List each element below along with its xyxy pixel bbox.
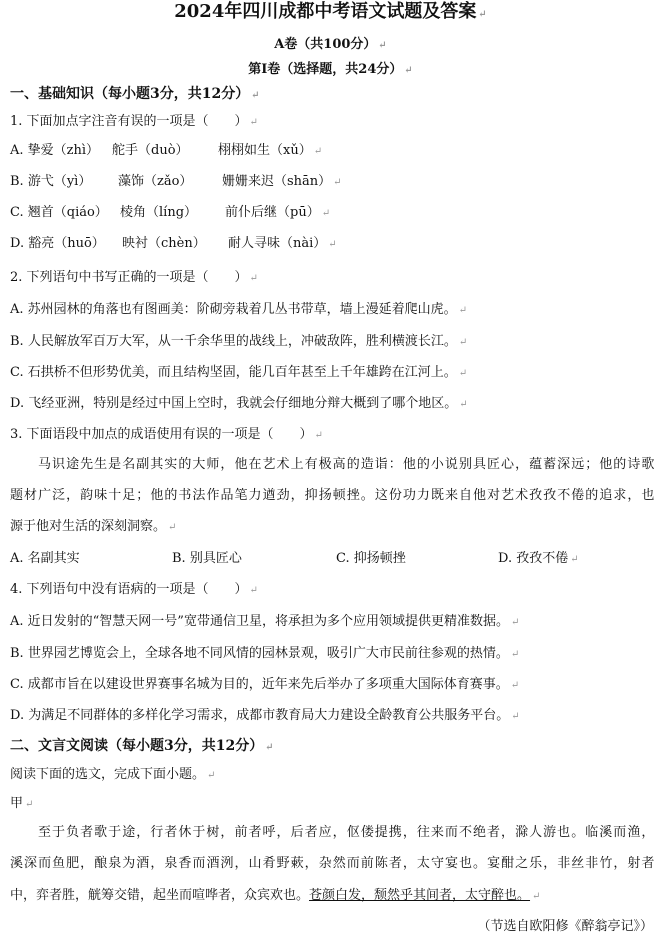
char: 材	[24, 488, 38, 503]
char: 杂	[318, 856, 332, 871]
q4-option-c: C. 成都市旨在以建设世界赛事名城为目的，近年来先后举办了多项重大国际体育赛事。 ↵	[10, 677, 520, 692]
char: 的	[178, 457, 192, 472]
char: ，	[402, 825, 416, 840]
char: 术	[515, 488, 529, 503]
char: 劲	[276, 488, 290, 503]
passage-label-jia: 甲 ↵	[10, 796, 34, 811]
char: ，	[220, 825, 234, 840]
q1-stem: 1. 下面加点字注音有误的一项是（ ） ↵	[10, 114, 258, 129]
char: 深	[557, 457, 571, 472]
char: 。	[473, 856, 487, 871]
char: 途	[66, 457, 80, 472]
char: 守	[430, 856, 444, 871]
char: 负	[66, 825, 80, 840]
char: 味	[94, 488, 108, 503]
char: 者	[388, 856, 402, 871]
char: 乐	[529, 856, 543, 871]
char: 酿	[94, 856, 108, 871]
q3-options: A. 名副其实 B. 别具匠心 C. 抑扬顿挫 D. 孜孜不倦 ↵	[10, 551, 579, 566]
char: 前	[360, 856, 374, 871]
section-2-heading: 二、文言文阅读（每小题3分，共12分） ↵	[10, 738, 274, 754]
char: 洌	[220, 856, 234, 871]
char: 其	[150, 457, 164, 472]
char: 之	[515, 856, 529, 871]
char: 者	[80, 825, 94, 840]
char: 生	[94, 457, 108, 472]
char: 山	[248, 856, 262, 871]
char: 休	[178, 825, 192, 840]
char: ：	[388, 457, 402, 472]
char: 马	[38, 457, 52, 472]
char: 游	[543, 825, 557, 840]
q3-paragraph-line-3: 源于他对生活的深刻洞察。 ↵	[10, 519, 177, 534]
char: ，	[80, 856, 94, 871]
char: 在	[248, 457, 262, 472]
char: 韵	[80, 488, 94, 503]
char: 者	[641, 856, 655, 871]
char: 者	[304, 825, 318, 840]
char: 肥	[66, 856, 80, 871]
char: 太	[416, 856, 430, 871]
q2-option-c: C. 石拱桥不但形势优美，而且结构坚固，能几百年甚至上千年雄跨在江河上。 ↵	[10, 365, 468, 380]
char: 行	[150, 825, 164, 840]
char: 歌	[641, 457, 655, 472]
q3-paragraph-line-2	[10, 488, 655, 504]
char: 者	[164, 825, 178, 840]
char: 十	[108, 488, 122, 503]
char: 。	[571, 825, 585, 840]
q4-option-b: B. 世界园艺博览会上，全球各地不同风情的园林景观，吸引广大市民前往参观的热情。 ↵	[10, 646, 520, 661]
char: 是	[108, 457, 122, 472]
char: 渔	[627, 825, 641, 840]
char: 的	[585, 488, 599, 503]
char: 匠	[487, 457, 501, 472]
char: 偻	[360, 825, 374, 840]
char: 识	[52, 457, 66, 472]
char: 遒	[262, 488, 276, 503]
q3-stem: 3. 下面语段中加点的成语使用有误的一项是（ ） ↵	[10, 427, 323, 442]
char: 艺	[262, 457, 276, 472]
passage-line-1	[10, 825, 655, 841]
char: 野	[276, 856, 290, 871]
char: 泉	[108, 856, 122, 871]
char: 酒	[136, 856, 150, 871]
char: 心	[501, 457, 515, 472]
char: ，	[515, 457, 529, 472]
char: 为	[122, 856, 136, 871]
char: 力	[416, 488, 430, 503]
char: 既	[430, 488, 444, 503]
char: 作	[206, 488, 220, 503]
char: 副	[136, 457, 150, 472]
char: 者	[248, 825, 262, 840]
char: 肴	[262, 856, 276, 871]
char: 他	[234, 457, 248, 472]
char: 这	[374, 488, 388, 503]
char: 于	[108, 825, 122, 840]
char: 呼	[262, 825, 276, 840]
char: 不	[557, 488, 571, 503]
char: 他	[473, 488, 487, 503]
char: 。	[360, 488, 374, 503]
char: 别	[458, 457, 472, 472]
char: 然	[332, 856, 346, 871]
char: 自	[459, 488, 473, 503]
char: ，	[276, 825, 290, 840]
q4-stem: 4. 下列语句中没有语病的一项是（ ） ↵	[10, 582, 258, 597]
char: 扬	[318, 488, 332, 503]
q2-stem: 2. 下列语句中书写正确的一项是（ ） ↵	[10, 270, 258, 285]
passage-line-2	[10, 856, 655, 872]
char: 广	[38, 488, 52, 503]
char: 也	[459, 856, 473, 871]
char: 的	[416, 457, 430, 472]
char: 术	[276, 457, 290, 472]
char: 人	[529, 825, 543, 840]
char: 也	[641, 488, 655, 503]
char: 的	[164, 488, 178, 503]
q3-paragraph-line-1	[10, 457, 655, 473]
char: 功	[402, 488, 416, 503]
char: 溪	[599, 825, 613, 840]
char: 师	[206, 457, 220, 472]
char: 品	[220, 488, 234, 503]
char: 足	[122, 488, 136, 503]
q2-option-d: D. 飞经亚洲，特别是经过中国上空时，我就会仔细地分辩大概到了哪个地区。 ↵	[10, 396, 468, 411]
passage-line-3: 中，弈者胜，觥筹交错，起坐而喧哗者，众宾欢也。苍颜白发，颓然乎其间者，太守醉也。 ↵	[10, 888, 541, 903]
char: 携	[388, 825, 402, 840]
char: 宴	[444, 856, 458, 871]
char: ，	[402, 856, 416, 871]
char: 小	[430, 457, 444, 472]
char: 途	[122, 825, 136, 840]
q1-option-c: C. 翘首（qiáo） 棱角（líng） 前仆后继（pū） ↵	[10, 205, 331, 220]
char: 前	[234, 825, 248, 840]
char: ，	[641, 825, 655, 840]
char: ，	[501, 825, 515, 840]
char: 蓄	[543, 457, 557, 472]
char: ，	[332, 825, 346, 840]
q1-option-b: B. 游弋（yì） 藻饰（zǎo） 姗姗来迟（shān） ↵	[10, 174, 342, 189]
char: 诣	[374, 457, 388, 472]
part-one-heading: 第I卷（选择题，共24分） ↵	[248, 62, 413, 77]
char: 鱼	[52, 856, 66, 871]
char: 而	[444, 825, 458, 840]
q2-option-b: B. 人民解放军百万大军，从一千余华里的战线上，冲破敌阵，胜利横渡长江。 ↵	[10, 334, 468, 349]
char: 来	[444, 488, 458, 503]
char: 倦	[571, 488, 585, 503]
char: ，	[220, 457, 234, 472]
char: 香	[178, 856, 192, 871]
char: 他	[402, 457, 416, 472]
underlined-sentence: 苍颜白发，颓然乎其间者，太守醉也。	[309, 888, 531, 903]
char: 诗	[627, 457, 641, 472]
q1-option-a: A. 挚爱（zhì） 舵手（duò） 栩栩如生（xǔ） ↵	[10, 143, 323, 158]
char: 树	[206, 825, 220, 840]
char: 往	[416, 825, 430, 840]
q2-option-a: A. 苏州园林的角落也有图画美：阶砌旁栽着几丛书带草，墙上漫延着爬山虎。 ↵	[10, 302, 468, 317]
char: 而	[346, 856, 360, 871]
char: 先	[80, 457, 94, 472]
char: 求	[613, 488, 627, 503]
q4-option-a: A. 近日发射的“智慧天网一号”宽带通信卫星，将承担为多个应用领域提供更精准数据。 ↵	[10, 614, 520, 629]
char: 后	[290, 825, 304, 840]
char: 射	[627, 856, 641, 871]
char: 对	[487, 488, 501, 503]
char: 孜	[529, 488, 543, 503]
char: 而	[613, 825, 627, 840]
char: 他	[150, 488, 164, 503]
char: 艺	[501, 488, 515, 503]
char: 高	[332, 457, 346, 472]
char: 泛	[52, 488, 66, 503]
char: 极	[318, 457, 332, 472]
char: ，	[234, 856, 248, 871]
char: 酒	[206, 856, 220, 871]
q4-option-d: D. 为满足不同群体的多样化学习需求，成都市教育局大力建设全龄教育公共服务平台。 ↵	[10, 708, 520, 723]
char: ；	[136, 488, 150, 503]
char: 造	[360, 457, 374, 472]
char: 丝	[571, 856, 585, 871]
char: 也	[557, 825, 571, 840]
char: 滁	[515, 825, 529, 840]
char: 者	[487, 825, 501, 840]
char: 笔	[234, 488, 248, 503]
char: 题	[10, 488, 24, 503]
char: 绝	[472, 825, 486, 840]
char: 他	[599, 457, 613, 472]
char: 歌	[94, 825, 108, 840]
char: 竹	[599, 856, 613, 871]
char: ，	[290, 488, 304, 503]
char: 抑	[304, 488, 318, 503]
char: 孜	[543, 488, 557, 503]
char: 顿	[332, 488, 346, 503]
char: 伛	[346, 825, 360, 840]
char: ，	[150, 856, 164, 871]
char: 实	[164, 457, 178, 472]
char: 有	[304, 457, 318, 472]
char: 而	[38, 856, 52, 871]
char: ，	[613, 856, 627, 871]
char: 大	[192, 457, 206, 472]
char: ，	[136, 825, 150, 840]
char: 不	[458, 825, 472, 840]
char: ，	[304, 856, 318, 871]
char: ，	[627, 488, 641, 503]
page-title: 2024年四川成都中考语文试题及答案 ↵	[174, 1, 487, 22]
char: ，	[543, 856, 557, 871]
char: 非	[585, 856, 599, 871]
char: 至	[38, 825, 52, 840]
char: 远	[571, 457, 585, 472]
char: 来	[430, 825, 444, 840]
char: 挫	[346, 488, 360, 503]
char: ，	[66, 488, 80, 503]
char: 的	[346, 457, 360, 472]
char: 而	[192, 856, 206, 871]
char: 具	[472, 457, 486, 472]
char: 的	[613, 457, 627, 472]
char: 份	[388, 488, 402, 503]
section-1-heading: 一、基础知识（每小题3分，共12分） ↵	[10, 86, 260, 102]
char: 陈	[374, 856, 388, 871]
char: 非	[557, 856, 571, 871]
char: 力	[248, 488, 262, 503]
char: 应	[318, 825, 332, 840]
char: 溪	[10, 856, 24, 871]
char: 临	[585, 825, 599, 840]
char: 深	[24, 856, 38, 871]
char: 于	[192, 825, 206, 840]
char: 宴	[487, 856, 501, 871]
q1-option-d: D. 豁亮（huō） 映衬（chèn） 耐人寻味（nài） ↵	[10, 236, 337, 251]
char: ；	[585, 457, 599, 472]
char: 提	[374, 825, 388, 840]
reading-instruction: 阅读下面的选文，完成下面小题。 ↵	[10, 767, 216, 782]
char: 书	[178, 488, 192, 503]
char: 泉	[164, 856, 178, 871]
char: 说	[444, 457, 458, 472]
char: 上	[290, 457, 304, 472]
passage-source: （节选自欧阳修《醉翁亭记》）	[477, 919, 653, 934]
char: 蕴	[529, 457, 543, 472]
char: 追	[599, 488, 613, 503]
char: 名	[122, 457, 136, 472]
paper-a-heading: A卷（共100分） ↵	[274, 37, 387, 52]
char: 法	[192, 488, 206, 503]
char: 酣	[501, 856, 515, 871]
char: 于	[52, 825, 66, 840]
char: 蔌	[290, 856, 304, 871]
